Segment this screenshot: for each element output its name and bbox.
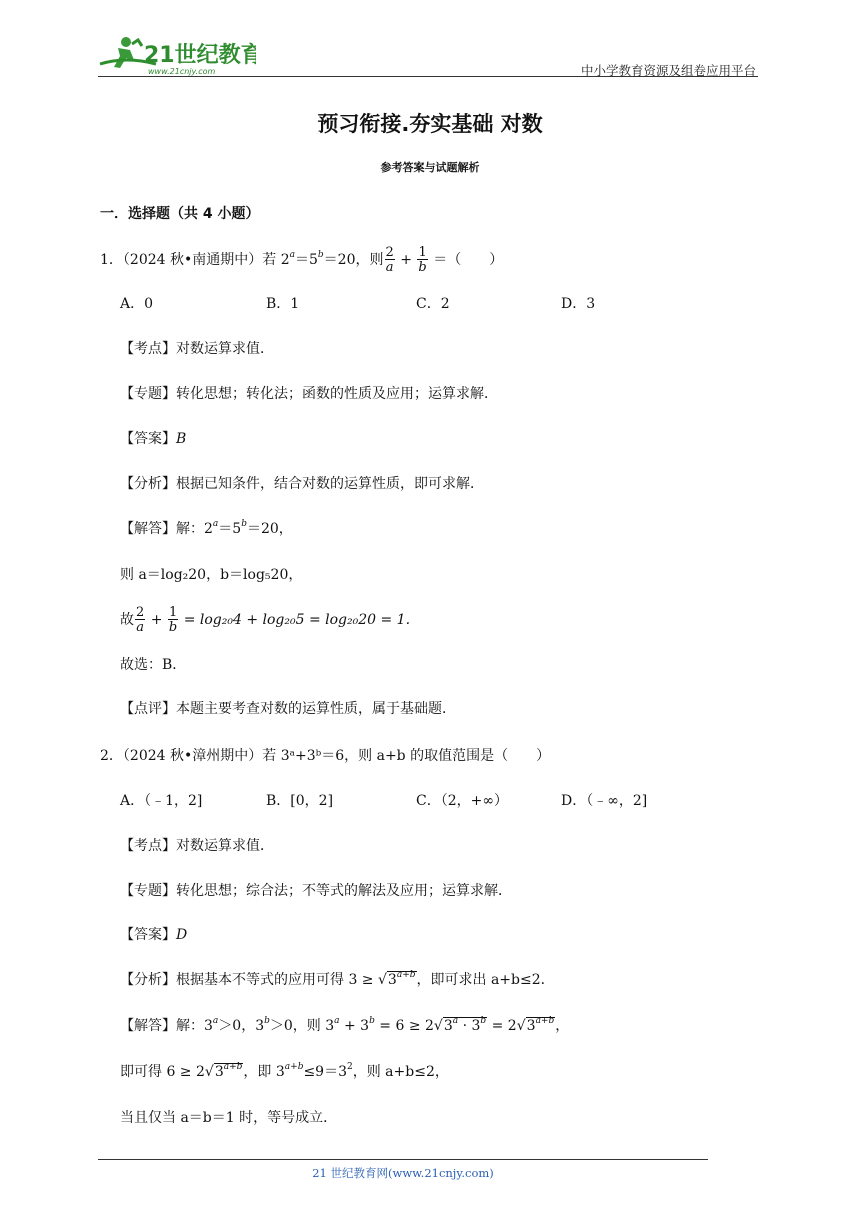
question-2-stem: 2．（2024 秋•漳州期中）若 3ᵃ+3ᵇ＝6，则 a+b 的取值范围是（ ） (100, 748, 551, 764)
logo-url: www.21cnjy.com (148, 67, 216, 76)
q2-option-a[interactable]: A．（﹣1，2] (120, 793, 203, 809)
logo-graphic (96, 34, 256, 78)
q1-option-a[interactable]: A．0 (120, 296, 154, 312)
fraction-1-over-b: $\frac{1}{b}$ (418, 245, 427, 275)
q2-jieda: 【解答】解：$3^a>0$，$3^b>0$，则 $3^a + 3^b = 6 \ge 2√3^a \cdot 3^b = 2√3^{a+b}$， (120, 1016, 570, 1034)
page-title: 预习衔接.夯实基础 对数 (317, 112, 543, 136)
q1-option-d[interactable]: D．3 (561, 296, 596, 312)
q1-zhuanti: 【专题】转化思想；转化法；函数的性质及应用；运算求解． (120, 386, 498, 402)
q2-option-d[interactable]: D．（﹣∞，2] (561, 793, 648, 809)
q1-therefore-line: 故 $\frac{2}{a}$ + $\frac{1}{b}$ = log₂₀4 + log₂₀5 = log₂₀20 = 1. (120, 605, 411, 635)
fraction-2-over-a: $\frac{2}{a}$ (385, 245, 394, 275)
q1-fenxi: 【分析】根据已知条件，结合对数的运算性质，即可求解． (120, 476, 484, 492)
q2-then-line: 即可得 $6 \ge 2√3^{a+b}$，即 $3^{a+b}\le 9=3^2$，则 a+b≤2， (120, 1062, 449, 1080)
logo-text: 21世纪教育 (144, 43, 256, 68)
q2-equal-line: 当且仅当 a＝b＝1 时，等号成立． (120, 1110, 338, 1126)
q1-jieda: 【解答】解：$2^a=5^b=20$， (120, 519, 293, 537)
q1-then-line: 则 a＝log₂20，b＝log₅20， (120, 567, 303, 583)
q1-option-c[interactable]: C．2 (416, 296, 450, 312)
q2-zhuanti: 【专题】转化思想；综合法；不等式的解法及应用；运算求解． (120, 883, 512, 899)
footer-divider (98, 1159, 708, 1160)
footer-link[interactable]: 21 世纪教育网(www.21cnjy.com) (312, 1166, 494, 1180)
question-1-stem: 1．（2024 秋•南通期中）若 $2^a=5^b=20$，则 $\frac{2}{a}$ + $\frac{1}{b}$ ＝（ ） (100, 245, 504, 275)
q1-kaodian: 【考点】对数运算求值． (120, 341, 274, 357)
q2-kaodian: 【考点】对数运算求值． (120, 838, 274, 854)
q2-option-b[interactable]: B．[0，2] (266, 793, 334, 809)
q2-answer: 【答案】D (120, 927, 188, 943)
q1-dianping: 【点评】本题主要考查对数的运算性质，属于基础题． (120, 701, 456, 717)
section-heading: 一．选择题（共 4 小题） (100, 206, 260, 222)
header-divider (98, 76, 758, 77)
logo (96, 34, 256, 82)
q1-answer: 【答案】B (120, 431, 187, 447)
header-platform-text: 中小学教育资源及组卷应用平台 (580, 63, 756, 78)
q2-fenxi: 【分析】根据基本不等式的应用可得 $3 \ge √3^{a+b}$，即可求出 a+b≤2． (120, 970, 555, 988)
q1-option-b[interactable]: B．1 (266, 296, 300, 312)
page-subtitle: 参考答案与试题解析 (380, 161, 480, 174)
q2-option-c[interactable]: C．（2，+∞） (416, 793, 509, 809)
q1-choose: 故选：B． (120, 657, 187, 673)
